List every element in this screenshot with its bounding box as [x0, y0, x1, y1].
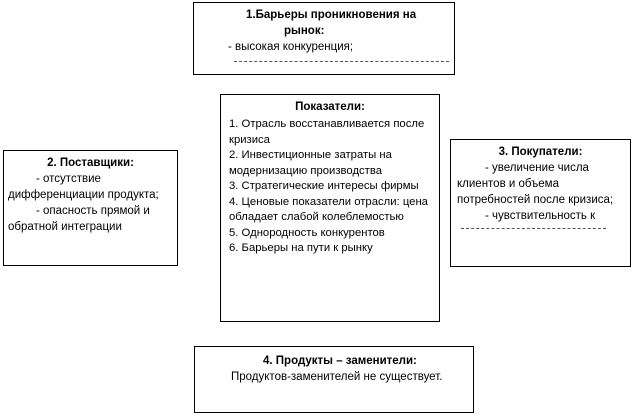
indicator-item-4: 4. Ценовые показатели отрасли: цена обладает слабой колеблемостью — [229, 195, 428, 223]
indicators-box — [220, 94, 440, 322]
products-item-no-substitutes: Продуктов-заменителей не существует. — [231, 371, 443, 383]
suppliers-item-differentiation: - отсутствие дифференциации продукта; — [8, 173, 159, 201]
indicator-item-3: 3. Стратегические интересы фирмы — [229, 180, 419, 192]
buyers-item-growth: - увеличение числа клиентов и объема потребностей после кризиса; — [457, 162, 614, 206]
buyers-item-sensitivity: - чувствительность к — [485, 210, 596, 222]
buyers-title: 3. Покупатели: — [498, 146, 583, 158]
barriers-item-competition: - высокая конкуренция; — [228, 41, 354, 53]
buyers-box — [450, 139, 631, 267]
products-title: 4. Продукты – заменители: — [263, 355, 417, 367]
suppliers-box — [3, 150, 178, 266]
barriers-cutoff-line — [234, 61, 449, 62]
indicator-item-5: 5. Однородность конкурентов — [229, 226, 385, 239]
indicator-item-1: 1. Отрасль восстанавливается после кризиса — [229, 118, 425, 146]
indicators-title: Показатели: — [295, 101, 365, 113]
suppliers-item-integration: - опасность прямой и обратной интеграции — [8, 205, 150, 233]
barriers-title-line2: рынок: — [284, 25, 325, 37]
barriers-box — [193, 2, 455, 75]
indicator-item-6: 6. Барьеры на пути к рынку — [229, 242, 373, 254]
products-box — [194, 346, 474, 413]
indicator-item-2: 2. Инвестиционные затраты на модернизацию производства — [229, 149, 392, 177]
buyers-cutoff-line — [461, 228, 606, 229]
barriers-title-line1: 1.Барьеры проникновения на — [246, 9, 417, 21]
suppliers-title: 2. Поставщики: — [47, 157, 134, 169]
